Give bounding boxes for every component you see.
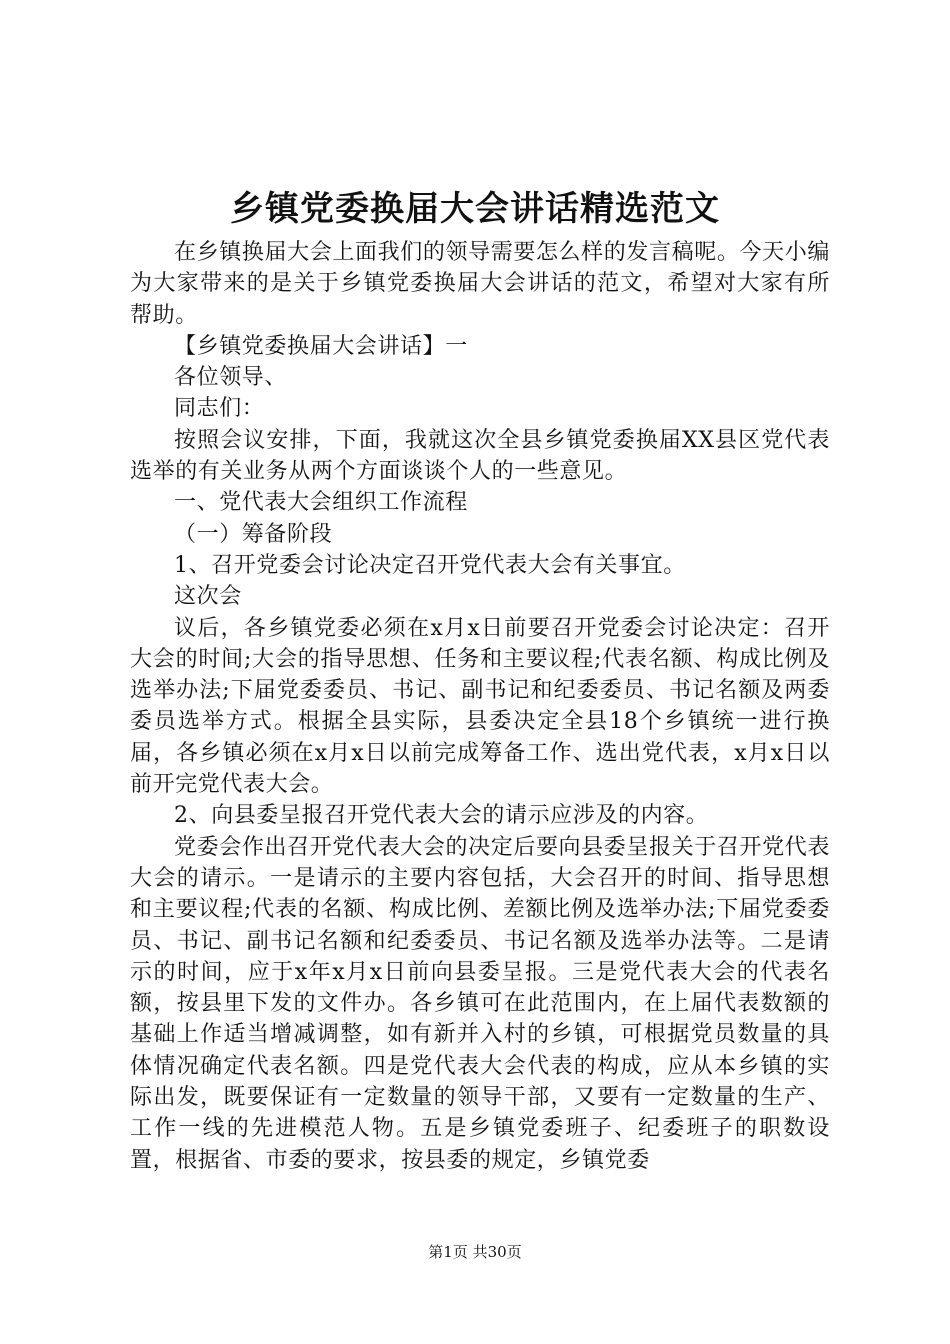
salutation-comrades: 同志们：	[174, 396, 265, 422]
heading-preparation-stage: （一）筹备阶段	[174, 521, 333, 547]
document-body	[130, 237, 830, 1176]
section-heading-speech-one: 【乡镇党委换届大会讲话】一	[174, 333, 468, 359]
item-one-paragraph: 议后，各乡镇党委必须在x月x日前要召开党委会讨论决定：召开大会的时间;大会的指导思想、任务和主要议程;代表名额、构成比例及选举办法;下届党委委员、书记、副书记和纪委委员、书记名额及两委委员选举方式。根据全县实际，县委决定全县18个乡镇统一进行换届，各乡镇必须在x月x日以前完成筹备工作、选出党代表，x月x日以前开完党代表大会。	[130, 615, 830, 798]
page-footer: 第1页 共30页	[428, 1243, 522, 1261]
opening-paragraph: 按照会议安排，下面，我就这次全县乡镇党委换届XX县区党代表选举的有关业务从两个方面谈谈个人的一些意见。	[130, 427, 830, 485]
document-title: 乡镇党委换届大会讲话精选范文	[230, 189, 720, 229]
fragment-this-meeting: 这次会	[174, 584, 242, 610]
heading-workflow: 一、党代表大会组织工作流程	[174, 490, 468, 516]
item-one-heading: 1、召开党委会讨论决定召开党代表大会有关事宜。	[174, 552, 686, 578]
item-two-heading: 2、向县委呈报召开党代表大会的请示应涉及的内容。	[174, 803, 709, 829]
salutation-leaders: 各位领导、	[174, 365, 288, 391]
item-two-paragraph: 党委会作出召开党代表大会的决定后要向县委呈报关于召开党代表大会的请示。一是请示的主要内容包括，大会召开的时间、指导思想和主要议程;代表的名额、构成比例、差额比例及选举办法;下届党委委员、书记、副书记名额和纪委委员、书记名额及选举办法等。二是请示的时间，应于x年x月x日前向县委呈报。三是党代表大会的代表名额，按县里下发的文件办。各乡镇可在此范围内，在上届代表数额的基础上作适当增减调整，如有新并入村的乡镇，可根据党员数量的具体情况确定代表名额。四是党代表大会代表的构成，应从本乡镇的实际出发，既要保证有一定数量的领导干部，又要有一定数量的生产、工作一线的先进模范人物。五是乡镇党委班子、纪委班子的职数设置，根据省、市委的要求，按县委的规定，乡镇党委	[130, 834, 830, 1173]
intro-paragraph: 在乡镇换届大会上面我们的领导需要怎么样的发言稿呢。今天小编为大家带来的是关于乡镇党委换届大会讲话的范文，希望对大家有所帮助。	[130, 240, 830, 328]
